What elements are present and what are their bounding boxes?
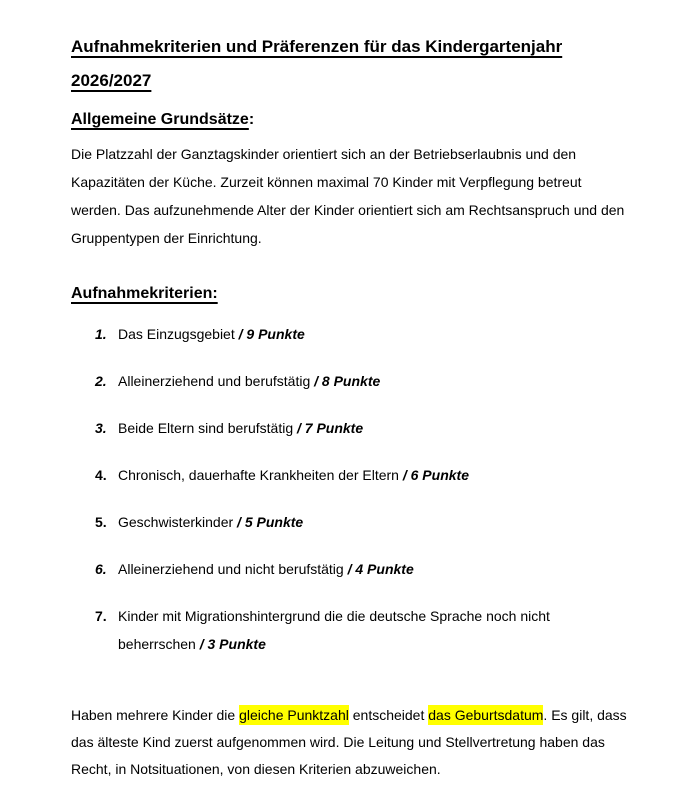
criterion-number: 3.: [95, 420, 107, 436]
criterion-number: 7.: [95, 608, 107, 624]
criterion-text: Chronisch, dauerhafte Krankheiten der Eltern: [118, 467, 403, 483]
criterion-text: Beide Eltern sind berufstätig: [118, 420, 297, 436]
criterion-text-wrap: [118, 555, 631, 583]
criterion-text: Alleinerziehend und berufstätig: [118, 373, 315, 389]
criterion-text-wrap: [118, 320, 631, 348]
criterion-item-2: [71, 367, 631, 395]
criterion-number: 4.: [95, 467, 107, 483]
criterion-text: Geschwisterkinder: [118, 514, 238, 530]
intro-paragraph: Die Platzzahl der Ganztagskinder orientiert sich an der Betriebserlaubnis und den Kapazitäten der Küche. Zurzeit können maximal 70 Kinder mit Verpflegung betreut werden. Das aufzunehmende Alter der Kinder orientiert sich am Rechtsanspruch und den Gruppentypen der Einrichtung.: [71, 146, 625, 246]
highlight-geburtsdatum: das Geburtsdatum: [428, 707, 544, 723]
criteria-list: [71, 320, 631, 658]
criterion-item-1: [71, 320, 631, 348]
criterion-points: / 8 Punkte: [314, 373, 381, 389]
criterion-text-wrap: [118, 367, 631, 395]
general-principles-heading: Allgemeine Grundsätze:: [71, 111, 255, 128]
criterion-text-wrap: [118, 461, 631, 489]
closing-paragraph: [71, 702, 631, 783]
criterion-item-3: [71, 414, 631, 442]
criterion-text: Alleinerziehend und nicht berufstätig: [118, 561, 348, 577]
document-title-line1: Aufnahmekriterien und Präferenzen für das Kindergartenjahr: [71, 37, 563, 56]
document-title-line2: 2026/2027: [71, 71, 152, 90]
criterion-text-wrap: [118, 508, 631, 536]
criterion-number: 2.: [95, 373, 107, 389]
closing-part3: . Es gilt, dass das älteste Kind zuerst aufgenommen wird. Die Leitung und Stellvertretung haben das Recht, in Notsituationen, von diesen Kriterien abzuweichen.: [71, 707, 627, 777]
criterion-number: 1.: [95, 326, 107, 342]
admission-criteria-heading: Aufnahmekriterien:: [71, 285, 218, 302]
criterion-points: / 3 Punkte: [199, 636, 266, 652]
criterion-points: / 4 Punkte: [347, 561, 414, 577]
criterion-item-6: [71, 555, 631, 583]
criterion-item-4: [71, 461, 631, 489]
criterion-points: / 5 Punkte: [237, 514, 304, 530]
highlight-punktzahl: gleiche Punktzahl: [239, 707, 349, 723]
criterion-text: Kinder mit Migrationshintergrund die die deutsche Sprache noch nicht beherrschen: [118, 608, 550, 652]
criterion-text-wrap: [118, 602, 631, 658]
criterion-text: Das Einzugsgebiet: [118, 326, 239, 342]
closing-part1: Haben mehrere Kinder die: [71, 707, 240, 723]
criterion-item-5: [71, 508, 631, 536]
closing-part2: entscheidet: [348, 707, 429, 723]
criterion-number: 6.: [95, 561, 107, 577]
criterion-item-7: [71, 602, 631, 658]
criterion-points: / 9 Punkte: [238, 326, 305, 342]
criterion-points: / 7 Punkte: [297, 420, 364, 436]
criterion-points: / 6 Punkte: [402, 467, 469, 483]
criterion-text-wrap: [118, 414, 631, 442]
heading-colon: :: [248, 111, 255, 128]
document-title: [71, 30, 631, 98]
criterion-number: 5.: [95, 514, 107, 530]
